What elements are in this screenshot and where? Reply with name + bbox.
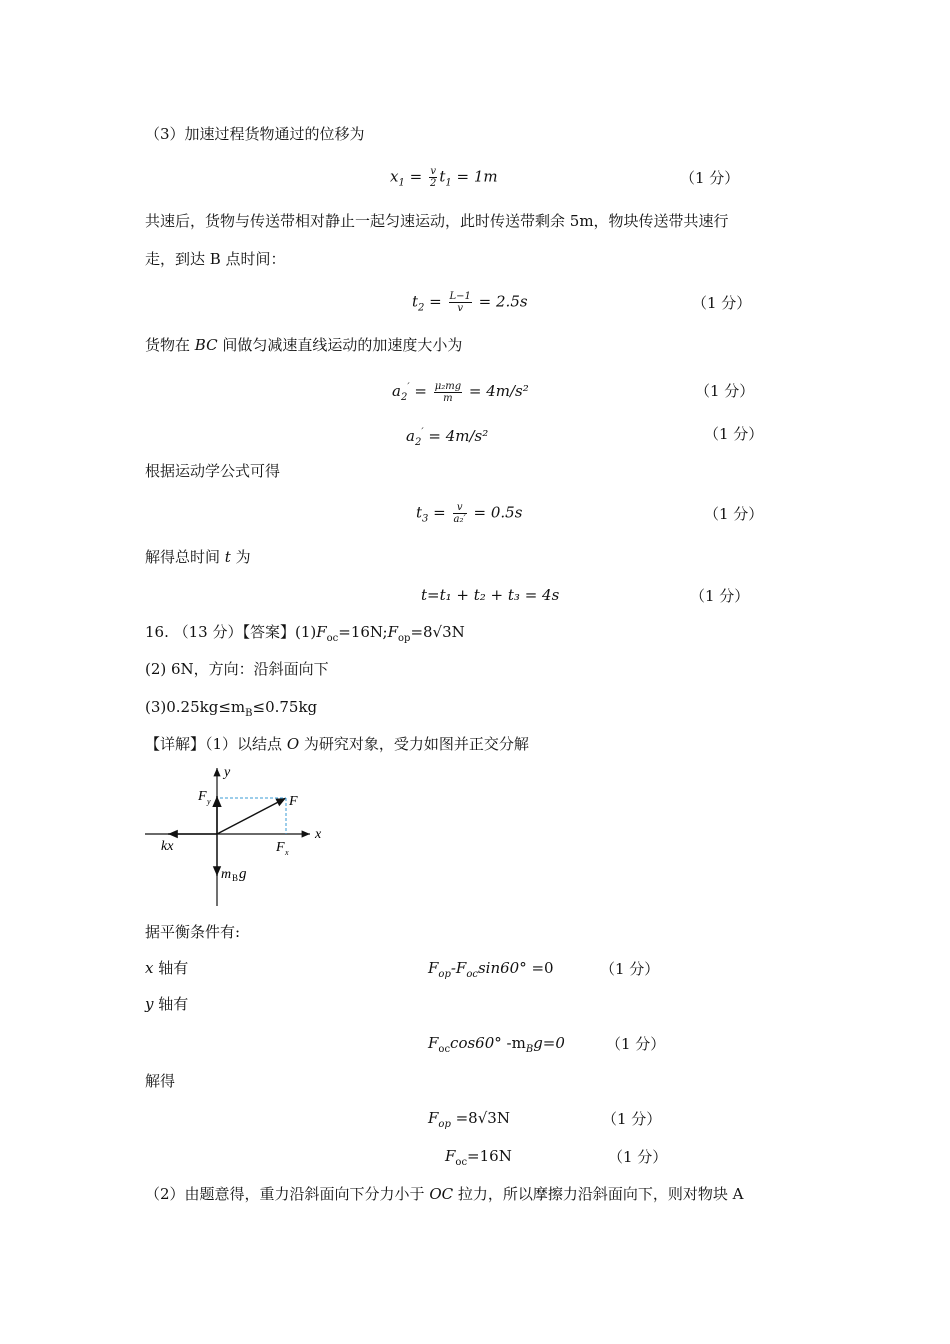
- equation-a2-value: $a_2' = 4m/s^2$: [406, 427, 489, 448]
- detail-intro: 【详解】（1）以结点 O 为研究对象，受力如图并正交分解: [145, 735, 529, 753]
- x-axis-heading: x 轴有: [145, 959, 189, 977]
- equation-total-time: t=t₁ + t₂ + t₃ = 4s: [421, 586, 560, 604]
- label-fx-sub: x: [285, 848, 289, 857]
- label-g: g: [239, 866, 247, 882]
- result-foc: $F_{oc}=16N$: [445, 1147, 512, 1168]
- label-fx: F: [276, 840, 285, 855]
- section-2-intro: （2）由题意得，重力沿斜面向下分力小于 OC 拉力，所以摩擦力沿斜面向下，则对物块 A: [145, 1185, 744, 1203]
- label-mb: m: [221, 867, 232, 882]
- score-label: （1 分）: [690, 587, 750, 605]
- score-label: （1 分）: [602, 1110, 662, 1128]
- score-label: （1 分）: [606, 1035, 666, 1053]
- equation-y-balance: $F_{oc}\cos 60^\circ$ $-m_Bg=0$: [428, 1034, 565, 1055]
- score-label: （1 分）: [680, 169, 740, 187]
- force-diagram: [140, 760, 340, 910]
- result-fop: $F_{op} =8√3N$: [428, 1109, 510, 1130]
- label-x: x: [315, 827, 322, 842]
- paragraph-solve: 解得: [145, 1072, 176, 1090]
- score-label: （1 分）: [600, 960, 660, 978]
- paragraph-equilibrium: 据平衡条件有:: [145, 923, 241, 941]
- paragraph-bc: 货物在 BC 间做匀减速直线运动的加速度大小为: [145, 336, 463, 354]
- equation-displacement: $x_1$ = $\frac{v}{2}$ $t_1 = 1m$: [390, 166, 498, 189]
- paragraph-cospeed: 共速后，货物与传送带相对静止一起匀速运动，此时传送带剩余 5m，物块传送带共速行: [145, 212, 729, 230]
- paragraph-total-time: 解得总时间 t 为: [145, 548, 251, 566]
- question-16-answer-3: $(3)0.25kg\le m_B\le 0.75kg$: [145, 698, 318, 719]
- score-label: （1 分）: [608, 1148, 668, 1166]
- equation-x-balance: $F_{op}-F_{oc}\sin 60^\circ =0$: [428, 959, 554, 980]
- score-label: （1 分）: [704, 505, 764, 523]
- score-label: （1 分）: [695, 382, 755, 400]
- paragraph-cospeed-2: 走，到达 B 点时间：: [145, 250, 286, 268]
- paragraph-kinematics: 根据运动学公式可得: [145, 462, 281, 480]
- equation-t2: $t_2$ = $\frac{L-1}{v}$ = 2.5s: [412, 291, 528, 314]
- label-f: F: [289, 794, 298, 809]
- equation-t3: $t_3$ = $\frac{v}{\text{a₂′}}$ = 0.5s: [416, 502, 523, 525]
- equation-a2-formula: $a_2'$ = $\frac{\text{μ₂mg}}{m}$ = 4m/s²: [392, 380, 529, 404]
- label-kx: kx: [161, 839, 174, 854]
- label-fy: F: [198, 789, 207, 804]
- score-label: （1 分）: [692, 294, 752, 312]
- question-16-answer: 16. （13 分）【答案】$(1)F_{oc}=16N;F_{op}=8√3N$: [145, 623, 465, 644]
- label-mb-sub: B: [232, 873, 239, 883]
- section-3-intro: （3）加速过程货物通过的位移为: [145, 125, 365, 143]
- f-arrow: [217, 798, 286, 834]
- question-16-answer-2: (2) 6N，方向：沿斜面向下: [145, 660, 329, 678]
- y-axis-heading: y 轴有: [145, 995, 189, 1013]
- label-y: y: [224, 765, 231, 780]
- score-label: （1 分）: [704, 425, 764, 443]
- label-fy-sub: y: [207, 797, 211, 806]
